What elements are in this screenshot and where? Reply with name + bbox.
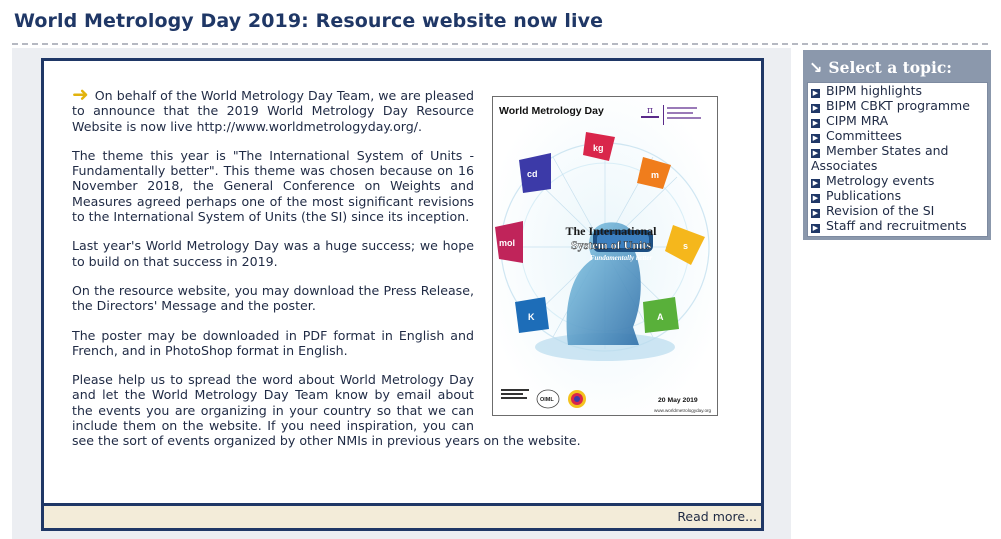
poster-unit-m: m bbox=[651, 170, 660, 180]
topic-bipm-highlights[interactable]: ▶ BIPM highlights bbox=[812, 83, 923, 98]
read-more-bar bbox=[41, 503, 764, 531]
poster-unit-kg: kg bbox=[593, 143, 604, 153]
poster-oiml-text: OIML bbox=[540, 397, 554, 403]
bullet-arrow-icon: ▶ bbox=[812, 89, 819, 97]
article-paragraph-success: Last year's World Metrology Day was a huge success; we hope to build on that success in 2019. bbox=[72, 238, 474, 269]
article-paragraph-intro: ➜ On behalf of the World Metrology Day Team, we are pleased to announce that the 2019 World Metrology Day Resource Website is now live http://www.worldmetrologyday.org/. bbox=[72, 82, 474, 134]
topic-committees[interactable]: ▶ Committees bbox=[812, 128, 902, 143]
website-link[interactable]: http://www.worldmetrologyday.org/ bbox=[196, 118, 418, 134]
poster-figure[interactable] bbox=[492, 96, 718, 416]
arrow-down-right-icon: ↘ bbox=[809, 58, 823, 77]
article-paragraph-formats: The poster may be downloaded in PDF format in English and French, and in PhotoShop format in English. bbox=[72, 327, 474, 358]
topic-member-states[interactable]: ▶ Member States and Associates bbox=[811, 143, 949, 173]
bullet-arrow-icon: ▶ bbox=[812, 224, 819, 232]
poster-unit-cd: cd bbox=[527, 169, 538, 179]
poster-unit-k: K bbox=[528, 312, 535, 322]
bullet-arrow-icon: ▶ bbox=[812, 149, 819, 157]
poster-header: World Metrology Day bbox=[499, 105, 604, 117]
article-paragraph-downloads: On the resource website, you may download the Press Release, the Directors' Message and the poster. bbox=[72, 282, 474, 314]
topic-bipm-cbkt-programme[interactable]: ▶ BIPM CBKT programme bbox=[812, 98, 970, 113]
poster-image[interactable] bbox=[492, 96, 718, 416]
topic-header: ↘ Select a topic: bbox=[809, 58, 953, 77]
topic-metrology-events[interactable]: ▶ Metrology events bbox=[812, 173, 935, 188]
poster-url: www.worldmetrologyday.org bbox=[654, 408, 712, 413]
topic-sidebar bbox=[803, 50, 991, 240]
topic-revision-si[interactable]: ▶ Revision of the SI bbox=[812, 203, 935, 218]
article-paragraph-theme: The theme this year is "The International System of Units - Fundamentally better". This theme was chosen because on 16 November 2018, the General Conference on Weights and Measures agreed perhaps one of the most significant revisions to the International System of Units (the SI) since its inception. bbox=[72, 147, 474, 225]
svg-text:π: π bbox=[647, 106, 653, 116]
read-more-link[interactable]: Read more... bbox=[677, 509, 757, 524]
article-paragraph-spread-word: Please help us to spread the word about World Metrology Day and let the World Metrology Day Team know by email about the events you are organizing in your country so that we can include them on the website. If you need inspiration, you can see the sort of events organized by other NMIs in previous years on the website. bbox=[72, 372, 581, 449]
poster-artwork bbox=[493, 97, 717, 415]
news-article bbox=[41, 58, 764, 506]
arrow-right-icon: ➜ bbox=[72, 82, 89, 106]
bullet-arrow-icon: ▶ bbox=[812, 209, 819, 217]
poster-unit-s: s bbox=[683, 241, 689, 251]
topic-list bbox=[807, 82, 988, 237]
page-title: World Metrology Day 2019: Resource website now live bbox=[14, 10, 604, 32]
bullet-arrow-icon: ▶ bbox=[812, 119, 819, 127]
poster-headline-line1: The International bbox=[565, 224, 657, 238]
poster-tagline: Fundamentally better bbox=[589, 254, 653, 262]
bullet-arrow-icon: ▶ bbox=[812, 179, 819, 187]
poster-unit-mol: mol bbox=[499, 238, 516, 248]
article-body bbox=[72, 82, 734, 463]
topic-staff-recruitments[interactable]: ▶ Staff and recruitments bbox=[812, 218, 967, 233]
poster-unit-a: A bbox=[657, 312, 664, 322]
bullet-arrow-icon: ▶ bbox=[812, 134, 819, 142]
title-divider bbox=[12, 43, 988, 45]
topic-cipm-mra[interactable]: ▶ CIPM MRA bbox=[812, 113, 889, 128]
poster-date: 20 May 2019 bbox=[658, 397, 698, 404]
topic-publications[interactable]: ▶ Publications bbox=[812, 188, 902, 203]
poster-headline-line2: System of Units bbox=[571, 238, 651, 252]
bullet-arrow-icon: ▶ bbox=[812, 104, 819, 112]
bullet-arrow-icon: ▶ bbox=[812, 194, 819, 202]
